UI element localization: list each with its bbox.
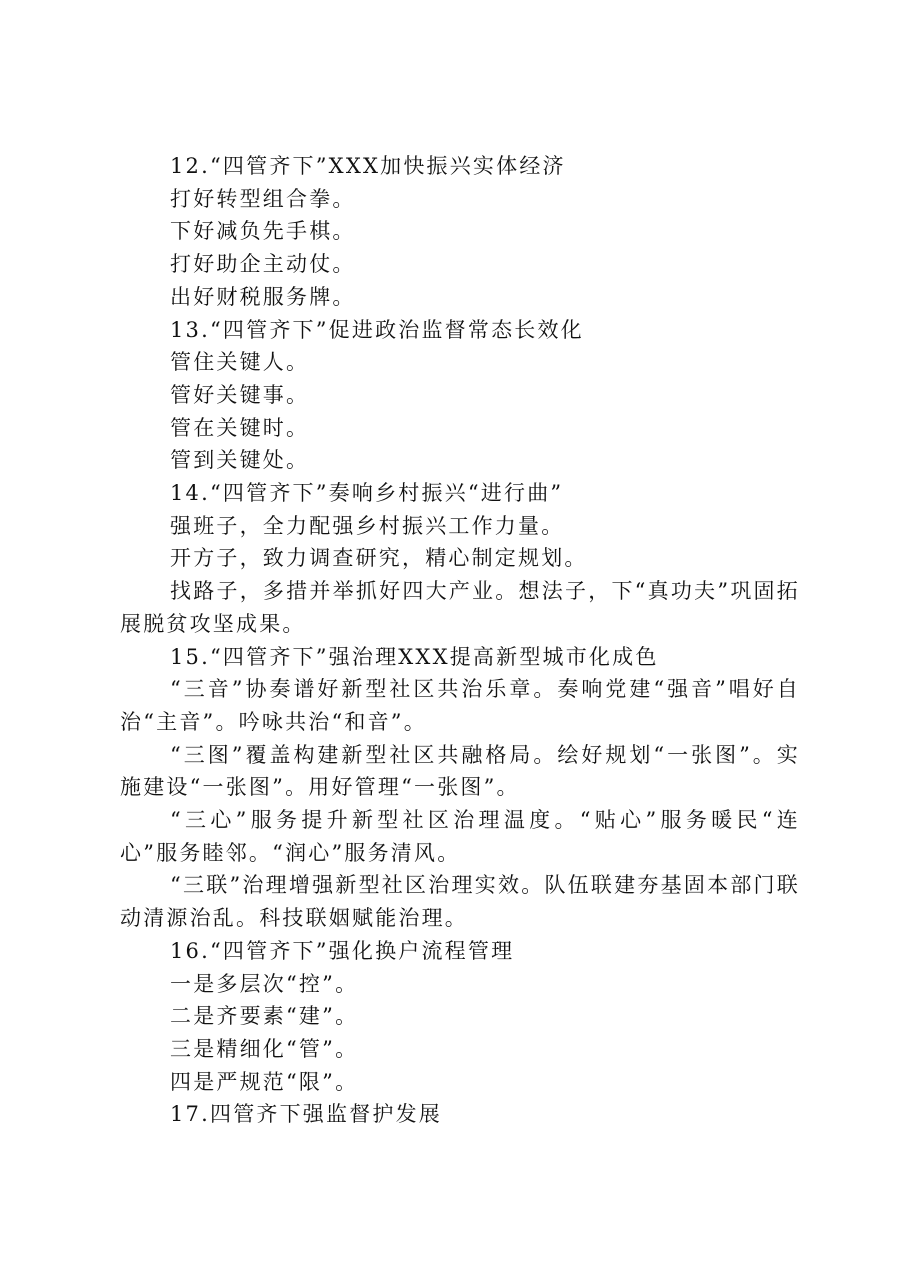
section-heading: 17.四管齐下强监督护发展 bbox=[170, 1102, 442, 1127]
body-paragraph: “三音”协奏谱好新型社区共治乐章。奏响党建“强音”唱好自治“主音”。吟咏共治“和音”。 bbox=[120, 677, 800, 734]
list-item: 打好助企主动仗。 bbox=[170, 252, 356, 277]
body-paragraph: “三心”服务提升新型社区治理温度。“贴心”服务暖民“连心”服务睦邻。“润心”服务清风。 bbox=[120, 808, 800, 865]
list-item: 开方子，致力调查研究，精心制定规划。 bbox=[170, 546, 588, 571]
body-paragraph: “三图”覆盖构建新型社区共融格局。绘好规划“一张图”。实施建设“一张图”。用好管理“一张图”。 bbox=[120, 742, 800, 800]
list-item: 管在关键时。 bbox=[170, 415, 310, 440]
list-item: 打好转型组合拳。 bbox=[170, 186, 356, 211]
section-heading: 16.“四管齐下”强化换户流程管理 bbox=[170, 938, 515, 963]
list-item: 管好关键事。 bbox=[170, 382, 310, 407]
body-paragraph: “三联”治理增强新型社区治理实效。队伍联建夯基固本部门联动清源治乱。科技联姻赋能治理。 bbox=[120, 873, 800, 931]
document-body bbox=[120, 150, 800, 1131]
section-heading: 15.“四管齐下”强治理XXX提高新型城市化成色 bbox=[170, 644, 659, 669]
section-heading: 12.“四管齐下”XXX加快振兴实体经济 bbox=[170, 154, 566, 178]
section-heading: 14.“四管齐下”奏响乡村振兴“进行曲” bbox=[170, 481, 564, 506]
list-item: 四是严规范“限”。 bbox=[170, 1069, 359, 1094]
list-item: 一是多层次“控”。 bbox=[170, 971, 359, 996]
list-item: 二是齐要素“建”。 bbox=[170, 1004, 359, 1029]
list-item: 三是精细化“管”。 bbox=[170, 1036, 359, 1061]
body-paragraph: 找路子，多措并举抓好四大产业。想法子，下“真功夫”巩固拓展脱贫攻坚成果。 bbox=[120, 579, 800, 636]
section-heading: 13.“四管齐下”促进政治监督常态长效化 bbox=[170, 317, 584, 342]
list-item: 管住关键人。 bbox=[170, 350, 310, 375]
list-item: 强班子，全力配强乡村振兴工作力量。 bbox=[170, 513, 565, 538]
list-item: 下好减负先手棋。 bbox=[170, 219, 356, 244]
list-item: 出好财税服务牌。 bbox=[170, 284, 356, 309]
list-item: 管到关键处。 bbox=[170, 448, 310, 473]
